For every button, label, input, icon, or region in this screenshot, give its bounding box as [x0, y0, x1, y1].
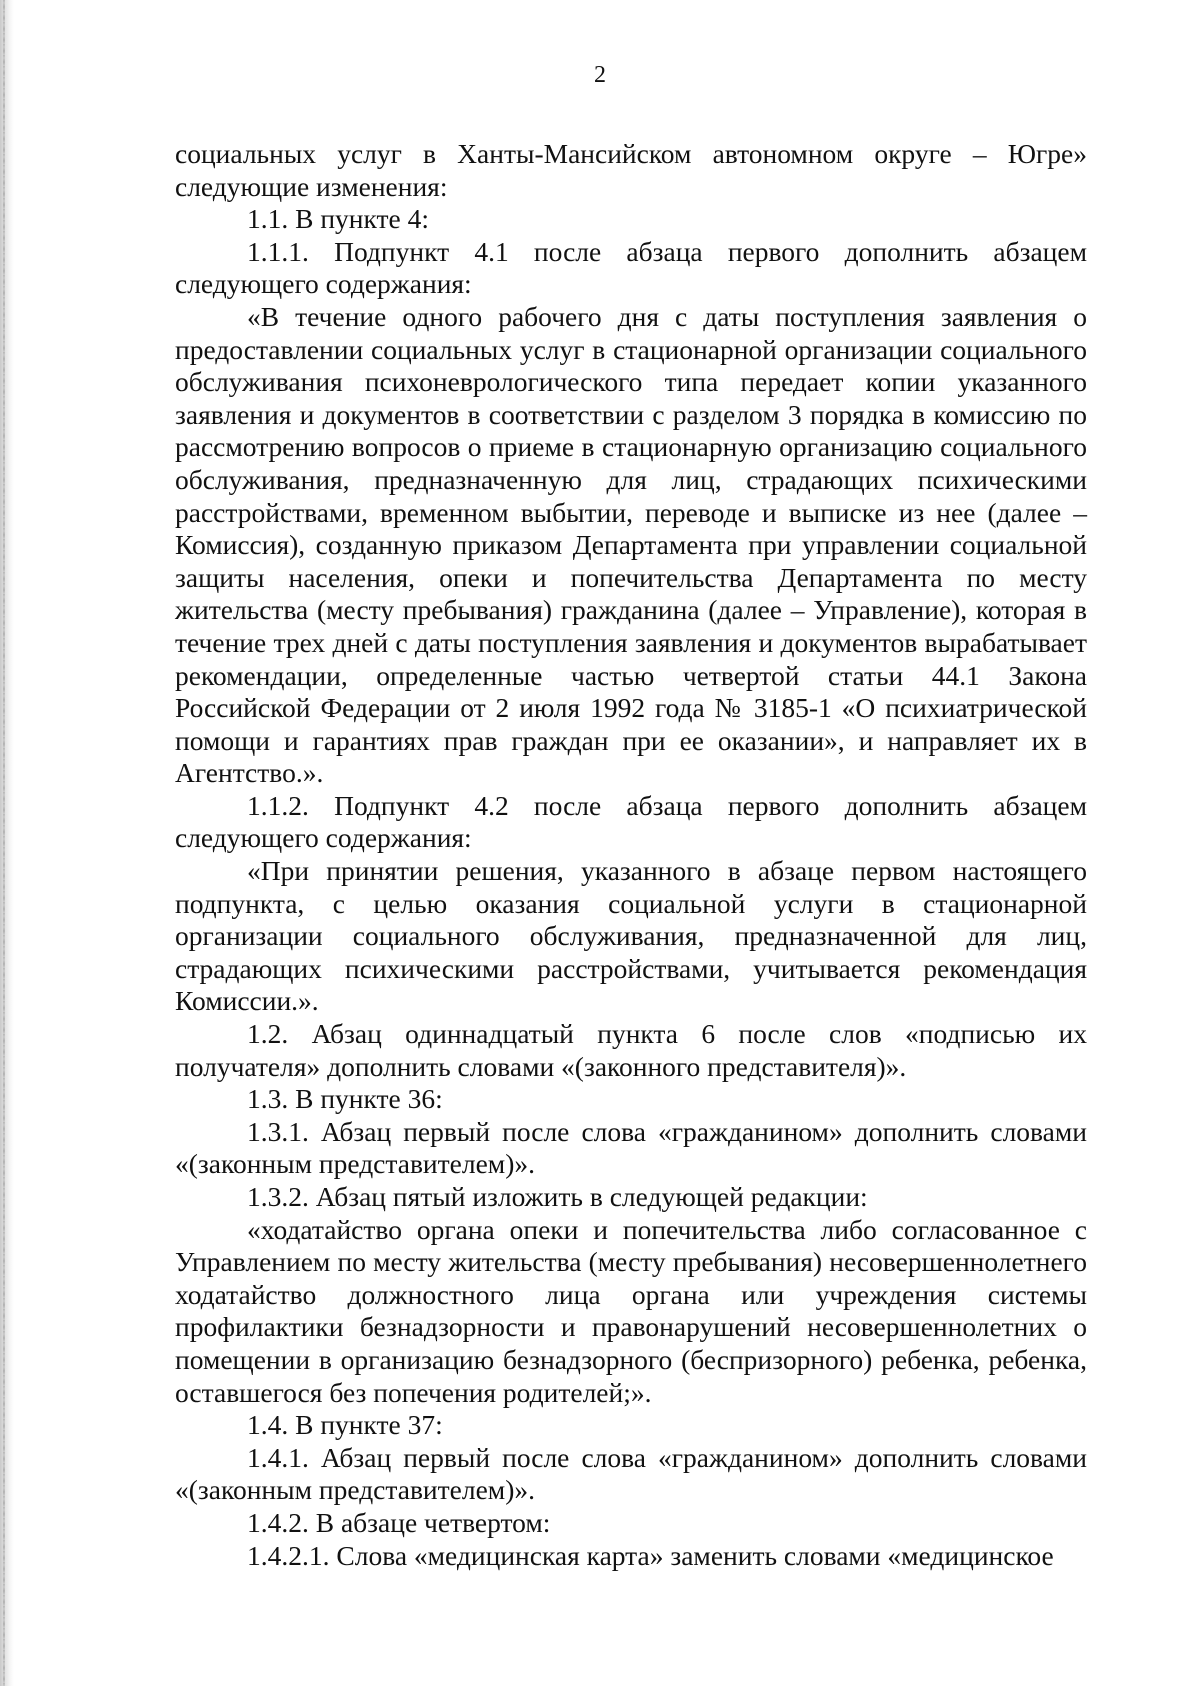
paragraph-1-1-1-quote: «В течение одного рабочего дня с даты поступления заявления о предоставлении социальных услуг в стационарной организации социального обслуживания психоневрологического типа передает копии указанного заявления и документов в соответствии с разделом 3 порядка в комиссию по рассмотрению вопросов о приеме в стационарную организацию социального обслуживания, предназначенную для лиц, страдающих психическими расстройствами, временном выбытии, переводе и выписке из нее (далее – Комиссия), созданную приказом Департамента при управлении социальной защиты населения, опеки и попечительства Департамента по месту жительства (месту пребывания) гражданина (далее – Управление), которая в течение трех дней с даты поступления заявления и документов вырабатывает рекомендации, определенные частью четвертой статьи 44.1 Закона Российской Федерации от 2 июля 1992 года № 3185-1 «О психиатрической помощи и гарантиях прав граждан при ее оказании», и направляет их в Агентство.». — [175, 300, 1087, 789]
paragraph-1-4-1: 1.4.1. Абзац первый после слова «гражданином» дополнить словами «(законным представителем)». — [175, 1441, 1087, 1506]
paragraph-1-3-2-quote: «ходатайство органа опеки и попечительства либо согласованное с Управлением по месту жительства (месту пребывания) несовершеннолетнего ходатайство должностного лица органа или учреждения системы профилактики безнадзорности и правонарушений несовершеннолетних о помещении в организацию безнадзорного (беспризорного) ребенка, ребенка, оставшегося без попечения родителей;». — [175, 1213, 1087, 1408]
paragraph-1-1: 1.1. В пункте 4: — [247, 203, 430, 235]
paragraph-1-1-2: 1.1.2. Подпункт 4.2 после абзаца первого дополнить абзацем следующего содержания: — [175, 789, 1087, 854]
scan-edge-noise — [3, 0, 5, 1686]
paragraph-1-3-2: 1.3.2. Абзац пятый изложить в следующей редакции: — [247, 1181, 868, 1212]
paragraph-1-3-1: 1.3.1. Абзац первый после слова «гражданином» дополнить словами «(законным представителем)». — [175, 1115, 1087, 1180]
paragraph-1-1-2-quote: «При принятии решения, указанного в абзаце первом настоящего подпункта, с целью оказания социальной услуги в стационарной организации социального обслуживания, предназначенной для лиц, страдающих психическими расстройствами, учитывается рекомендация Комиссии.». — [175, 855, 1087, 1017]
paragraph-1-4-2: 1.4.2. В абзаце четвертом: — [247, 1506, 551, 1538]
paragraph-1-4-2-1: 1.4.2.1. Слова «медицинская карта» заменить словами «медицинское — [247, 1539, 1054, 1571]
paragraph-intro-continuation: социальных услуг в Ханты-Мансийском автономном округе – Югре» следующие изменения: — [175, 138, 1087, 202]
paragraph-1-1-1: 1.1.1. Подпункт 4.1 после абзаца первого дополнить абзацем следующего содержания: — [175, 235, 1087, 300]
paragraph-1-2: 1.2. Абзац одиннадцатый пункта 6 после слов «подписью их получателя» дополнить словами «(законного представителя)». — [175, 1018, 1087, 1082]
paragraph-1-4: 1.4. В пункте 37: — [247, 1409, 443, 1441]
paragraph-1-3: 1.3. В пункте 36: — [247, 1083, 443, 1115]
document-body — [175, 138, 1087, 1572]
page-number: 2 — [594, 62, 606, 88]
